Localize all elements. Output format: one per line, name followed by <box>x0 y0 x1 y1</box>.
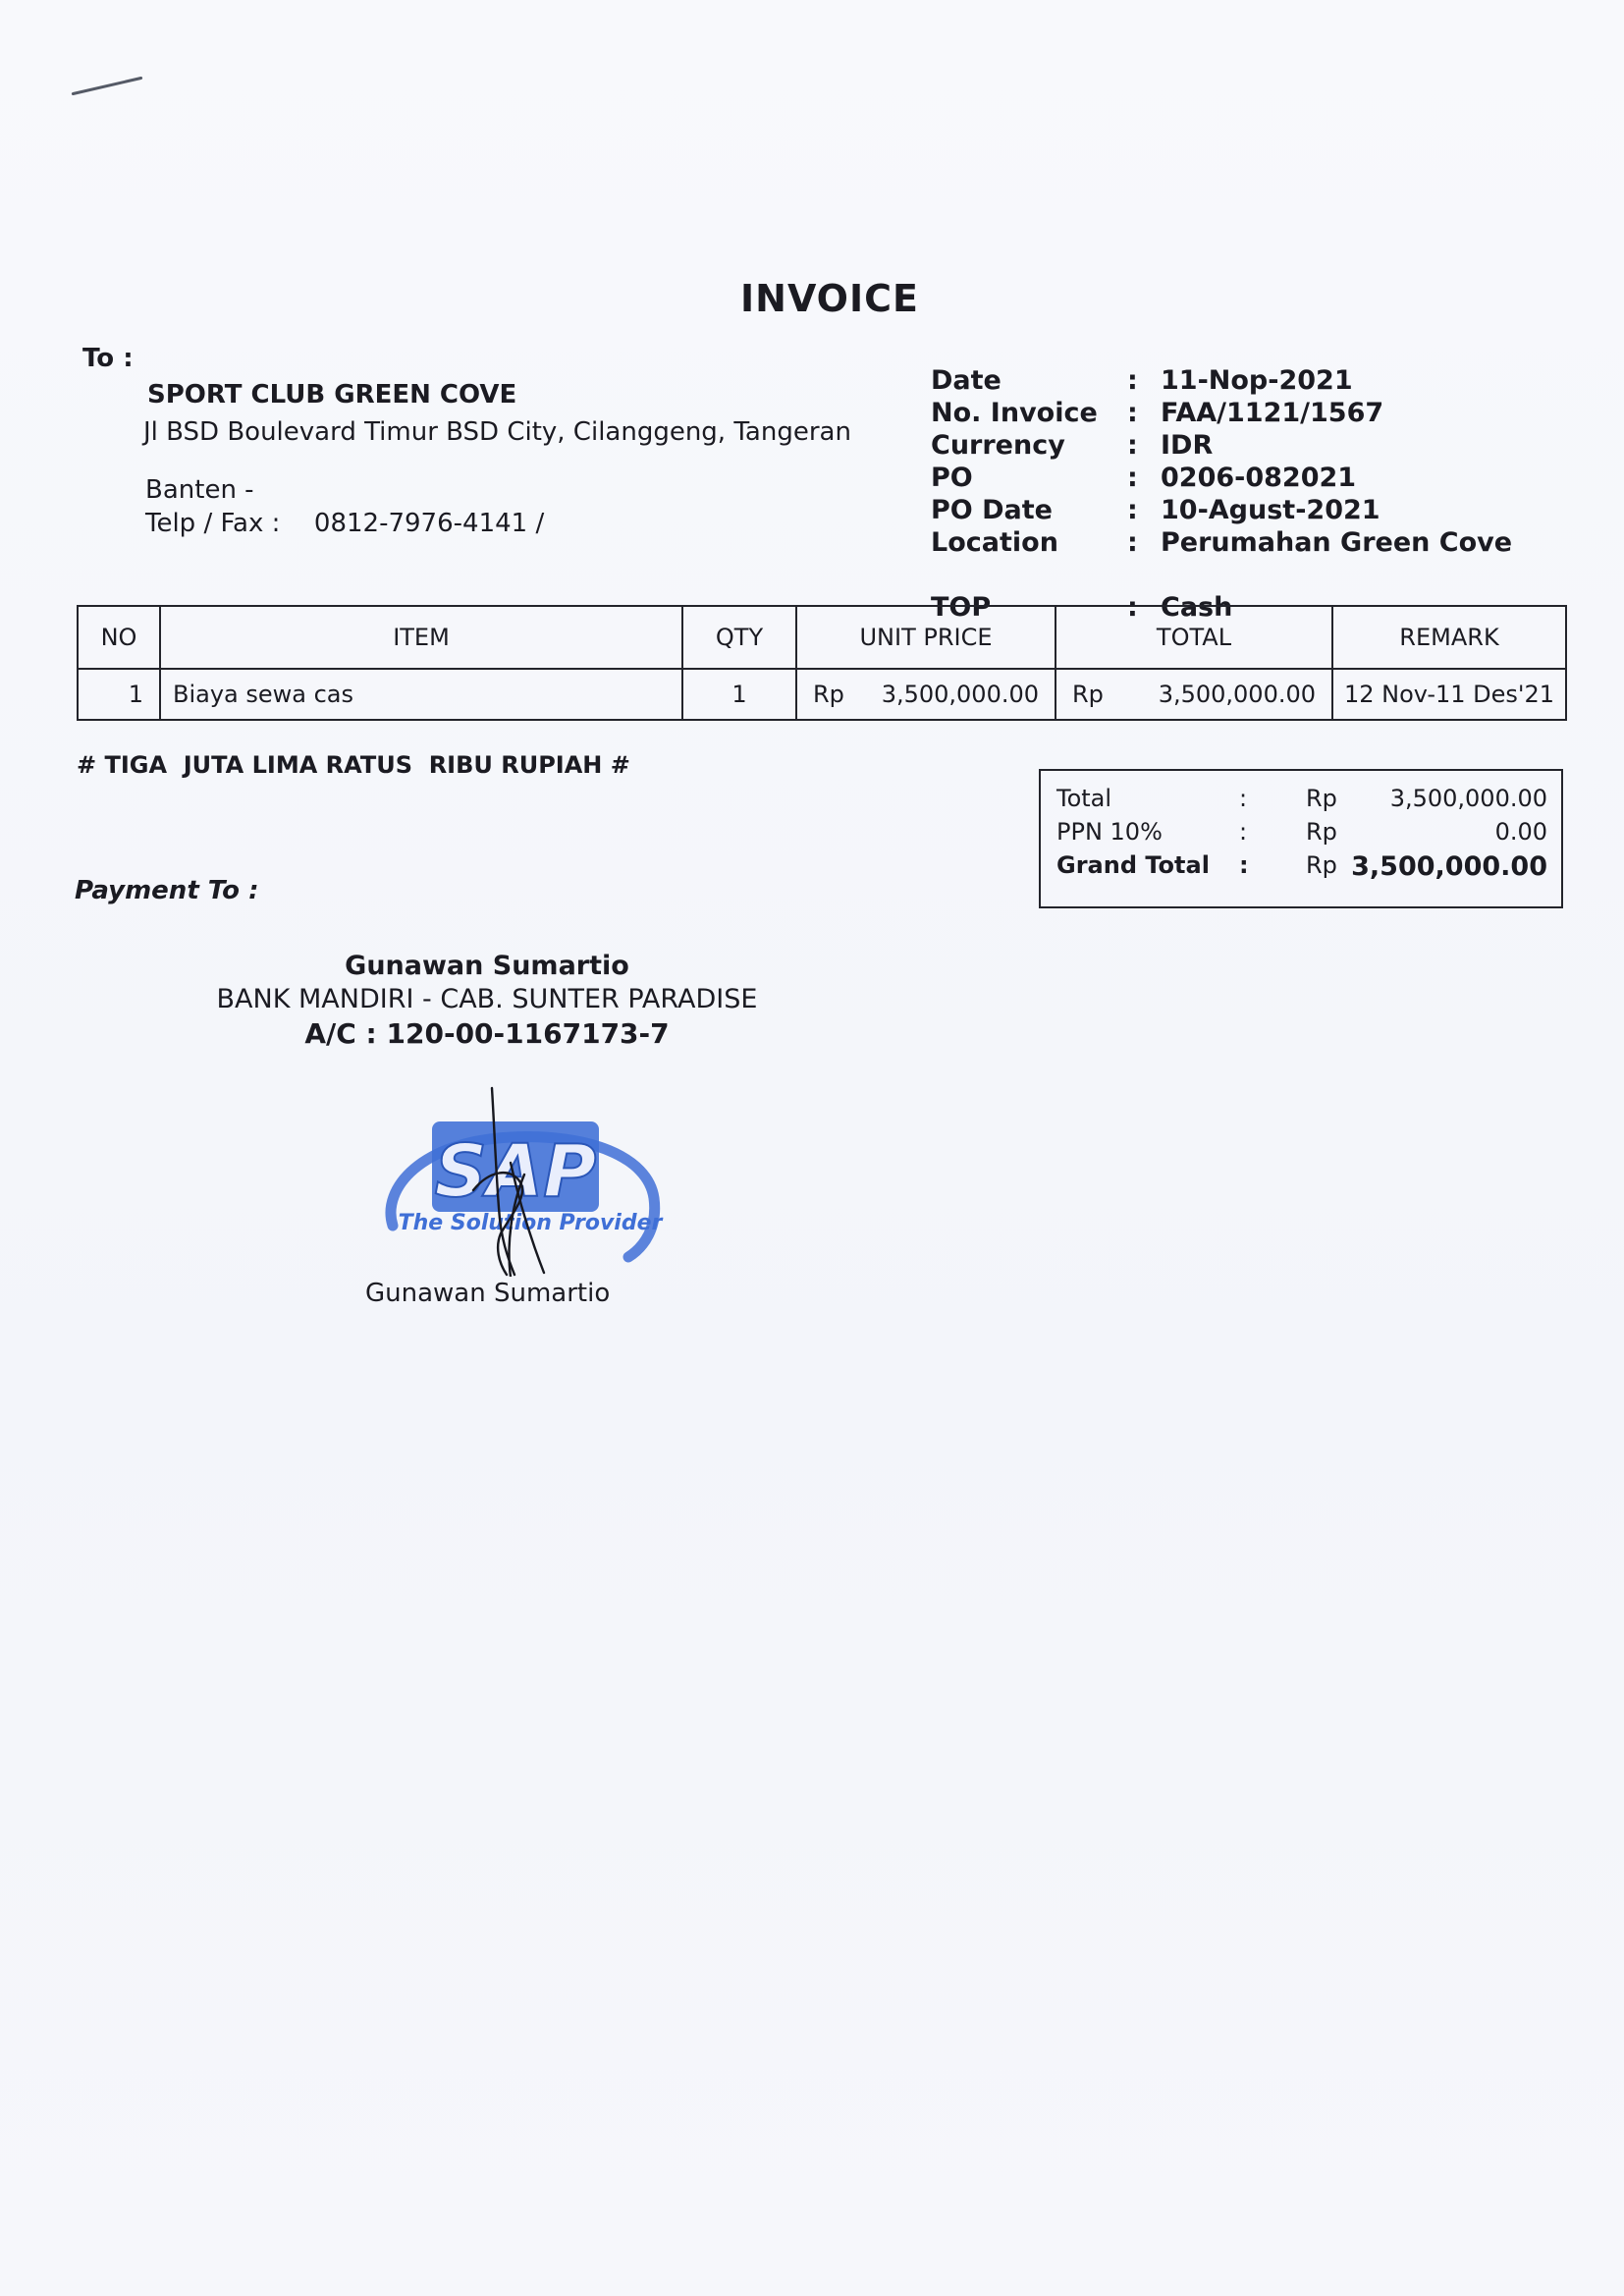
cell-remark: 12 Nov-11 Des'21 <box>1332 669 1566 720</box>
meta-colon: : <box>1127 592 1138 623</box>
invoice-title: INVOICE <box>740 277 919 320</box>
totals-row-grand-total <box>1056 851 1547 885</box>
col-header-qty: QTY <box>682 606 796 669</box>
meta-date <box>931 365 1540 399</box>
meta-label: Location <box>931 527 1058 558</box>
bank-name: BANK MANDIRI - CAB. SUNTER PARADISE <box>216 984 758 1014</box>
total-value: 3,500,000.00 <box>1158 681 1316 708</box>
signer-name: Gunawan Sumartio <box>365 1279 611 1308</box>
cell-item: Biaya sewa cas <box>160 669 682 720</box>
col-header-unit-price: UNIT PRICE <box>796 606 1056 669</box>
col-header-remark: REMARK <box>1332 606 1566 669</box>
totals-value: 0.00 <box>1494 818 1547 846</box>
totals-value: 3,500,000.00 <box>1351 851 1547 882</box>
meta-invoice-number <box>931 398 1540 431</box>
meta-label: No. Invoice <box>931 398 1098 428</box>
unit-currency: Rp <box>813 681 844 708</box>
items-table <box>77 605 1567 721</box>
unit-price-value: 3,500,000.00 <box>881 681 1039 708</box>
col-header-total: TOTAL <box>1056 606 1332 669</box>
totals-value: 3,500,000.00 <box>1389 785 1547 812</box>
totals-currency: Rp <box>1306 851 1337 879</box>
totals-box <box>1039 769 1563 908</box>
scan-mark <box>72 77 143 96</box>
client-name: SPORT CLUB GREEN COVE <box>147 380 517 410</box>
cell-unit-price <box>796 669 1056 720</box>
stamp-tagline: The Solution Provider <box>398 1211 663 1235</box>
totals-label: Total <box>1056 785 1112 812</box>
meta-value: Cash <box>1161 592 1233 623</box>
meta-colon: : <box>1127 527 1138 558</box>
meta-label: Date <box>931 365 1001 396</box>
totals-colon: : <box>1239 785 1248 812</box>
client-address: Jl BSD Boulevard Timur BSD City, Cilanggeng, Tangeran <box>143 417 851 447</box>
meta-colon: : <box>1127 365 1138 396</box>
meta-value: IDR <box>1161 430 1214 461</box>
cell-total <box>1056 669 1332 720</box>
account-number: A/C : 120-00-1167173-7 <box>304 1017 670 1050</box>
total-currency: Rp <box>1072 681 1104 708</box>
stamp-logo-text: SAP <box>434 1129 597 1214</box>
totals-colon: : <box>1239 818 1248 846</box>
meta-label: TOP <box>931 592 992 623</box>
meta-location <box>931 527 1540 561</box>
col-header-item: ITEM <box>160 606 682 669</box>
meta-colon: : <box>1127 398 1138 428</box>
meta-value: 10-Agust-2021 <box>1161 495 1380 525</box>
cell-qty: 1 <box>682 669 796 720</box>
meta-po-date <box>931 495 1540 528</box>
totals-label: Grand Total <box>1056 851 1210 879</box>
to-label: To : <box>82 344 134 373</box>
meta-colon: : <box>1127 430 1138 461</box>
totals-currency: Rp <box>1306 818 1337 846</box>
meta-colon: : <box>1127 463 1138 493</box>
client-region: Banten - <box>145 475 254 505</box>
table-header-row <box>78 606 1566 669</box>
totals-currency: Rp <box>1306 785 1337 812</box>
meta-label: PO Date <box>931 495 1053 525</box>
meta-po <box>931 463 1540 496</box>
payee-name: Gunawan Sumartio <box>345 951 629 981</box>
col-header-no: NO <box>78 606 160 669</box>
meta-label: Currency <box>931 430 1065 461</box>
meta-value: 11-Nop-2021 <box>1161 365 1353 396</box>
meta-colon: : <box>1127 495 1138 525</box>
meta-currency <box>931 430 1540 464</box>
telp-value: 0812-7976-4141 / <box>313 509 545 538</box>
meta-value: 0206-082021 <box>1161 463 1357 493</box>
payment-label: Payment To : <box>75 876 259 905</box>
totals-colon: : <box>1239 851 1249 879</box>
totals-label: PPN 10% <box>1056 818 1163 846</box>
meta-label: PO <box>931 463 973 493</box>
client-phone <box>145 509 544 538</box>
telp-label: Telp / Fax : <box>145 509 281 538</box>
totals-row-total <box>1056 785 1547 818</box>
cell-no: 1 <box>78 669 160 720</box>
company-stamp <box>363 1080 677 1277</box>
table-row <box>78 669 1566 720</box>
amount-in-words: # TIGA JUTA LIMA RATUS RIBU RUPIAH # <box>77 751 630 779</box>
meta-value: FAA/1121/1567 <box>1161 398 1384 428</box>
meta-value: Perumahan Green Cove <box>1161 527 1513 558</box>
totals-row-ppn <box>1056 818 1547 851</box>
